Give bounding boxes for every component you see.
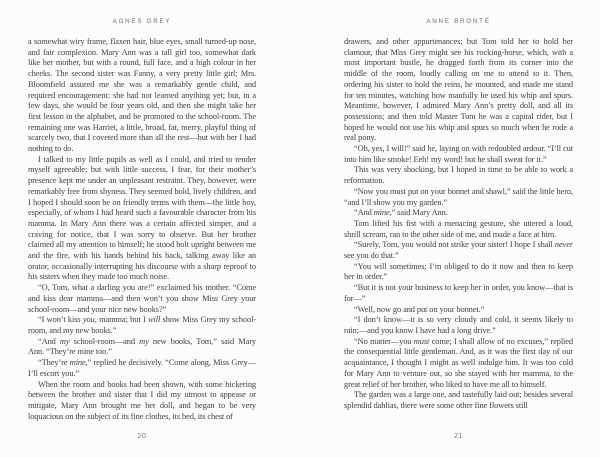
paragraph: Tom lifted his fist with a menacing gesture, she uttered a loud, shrill scream, ran to the other side of me, and made a face at him.: [344, 218, 573, 239]
paragraph: The garden was a large one, and tastefully laid out; besides several splendid dahlias, there were some other fine flowers still: [344, 390, 573, 410]
paragraph: “I won’t kiss you, mamma; but I will show Miss Grey my school-room, and my new books.”: [28, 315, 256, 335]
text-block-left: [28, 37, 256, 429]
paragraph: “O, Tom, what a darling you are!” exclaimed his mother. “Come and kiss dear mamma—and then won’t you show Miss Grey your school-room—and your nice new books?”: [28, 283, 256, 314]
paragraph: “And mine,” said Mary Ann.: [354, 208, 448, 218]
left-page: [28, 0, 256, 457]
right-page: [344, 0, 573, 457]
paragraph: “Well, now go and put on your bonnet.”: [354, 304, 485, 314]
text-block-right: [344, 37, 573, 429]
running-head-left: AGNES GREY: [112, 18, 172, 25]
paragraph: “Oh, yes, I will!” said he, laying on with redoubled ardour. “I’ll cut into him like smoke! Eeh! my word! but he shall sweat for it.”: [344, 144, 573, 164]
paragraph: “Now you must put on your bonnet and shawl,” said the little hero, “and I’ll show you my garden.”: [344, 186, 573, 207]
paragraph: When the room and books had been shown, with some bickering between the brother and sister that I did my utmost to appease or mitigate, Mary Ann brought me her doll, and began to be very loquacious on the subject of its fine clothes, its bed, its chest of: [28, 379, 256, 421]
running-head-right: ANNE BRONTË: [426, 18, 491, 25]
paragraph: I talked to my little pupils as well as I could, and tried to render myself agreeable; but with little success, I fear, for their mother’s presence kept me under an unpleasant restraint. They, however, were remarkably free from shyness. They seemed bold, lively children, and I hoped I should soon be on friendly terms with them—the little boy, especially, of whom I had heard such a favourable character from his mamma. In Mary Ann there was a certain affected simper, and a craving for notice, that I was sorry to observe. But her brother claimed all my attention to himself; he stood bolt upright between me and the fire, with his hands behind his back, talking away like an orator, occasionally interrupting his discourse with a sharp reproof to his sisters when they made too much noise.: [28, 154, 256, 282]
paragraph: “They’re mine,” replied he decisively. “Come along, Miss Grey—I’ll escort you.”: [28, 358, 256, 378]
paragraph: This was very shocking, but I hoped in time to be able to work a reformation.: [344, 165, 573, 186]
paragraph: “Surely, Tom, you would not strike your sister! I hope I shall never see you do that.”: [344, 240, 573, 261]
paragraph: “I don’t know—it is so very cloudy and cold, it seems likely to rain;—and you know I have had a long drive.”: [344, 315, 573, 335]
paragraph: “And my school-room—and my new books, Tom,” said Mary Ann. “They’re mine too.”: [28, 336, 256, 357]
paragraph: “But it is not your business to keep her in order, you know—that is for—”: [344, 283, 573, 303]
paragraph: a somewhat wiry frame, flaxen hair, blue eyes, small turned-up nose, and fair complexion. Mary Ann was a tall girl too, somewhat dark like her mother, but with a round, full face, and a high colour in her cheeks. The second sister was Fanny, a very pretty little girl; Mrs. Bloomfield assured me she was a remarkably gentle child, and required encouragement: she had not learned anything yet; but, in a few days, she would be four years old, and then she might take her first lesson in the alphabet, and be promoted to the school-room. The remaining one was Harriet, a little, broad, fat, merry, playful thing of scarcely two, that I coveted more than all the rest—but with her I had nothing to do.: [28, 37, 256, 154]
page-number-left: 20: [137, 433, 147, 440]
paragraph: drawers, and other appurtenances; but Tom told her to hold her clamour, that Miss Grey might see his rocking-horse, which, with a most important bustle, he dragged forth from its corner into the middle of the room, loudly calling on me to attend to it. Then, ordering his sister to hold the reins, he mounted, and made me stand for ten minutes, watching how manfully he used his whip and spurs. Meantime, however, I admired Mary Ann’s pretty doll, and all its possessions; and then told Master Tom he was a capital rider, but I hoped he would not use his whip and spurs so much when he rode a real pony.: [344, 37, 573, 143]
page-number-right: 21: [454, 433, 463, 440]
paragraph: “You will sometimes; I’m obliged to do it now and then to keep her in order.”: [344, 261, 573, 282]
paragraph: “No matter—you must come; I shall allow of no excuses,” replied the consequential little gentleman. And, as it was the first day of our acquaintance, I thought I might as well indulge him. It was too cold for Mary Ann to venture out, so she stayed with her mamma, to the great relief of her brother, who liked to have me all to himself.: [344, 336, 573, 389]
